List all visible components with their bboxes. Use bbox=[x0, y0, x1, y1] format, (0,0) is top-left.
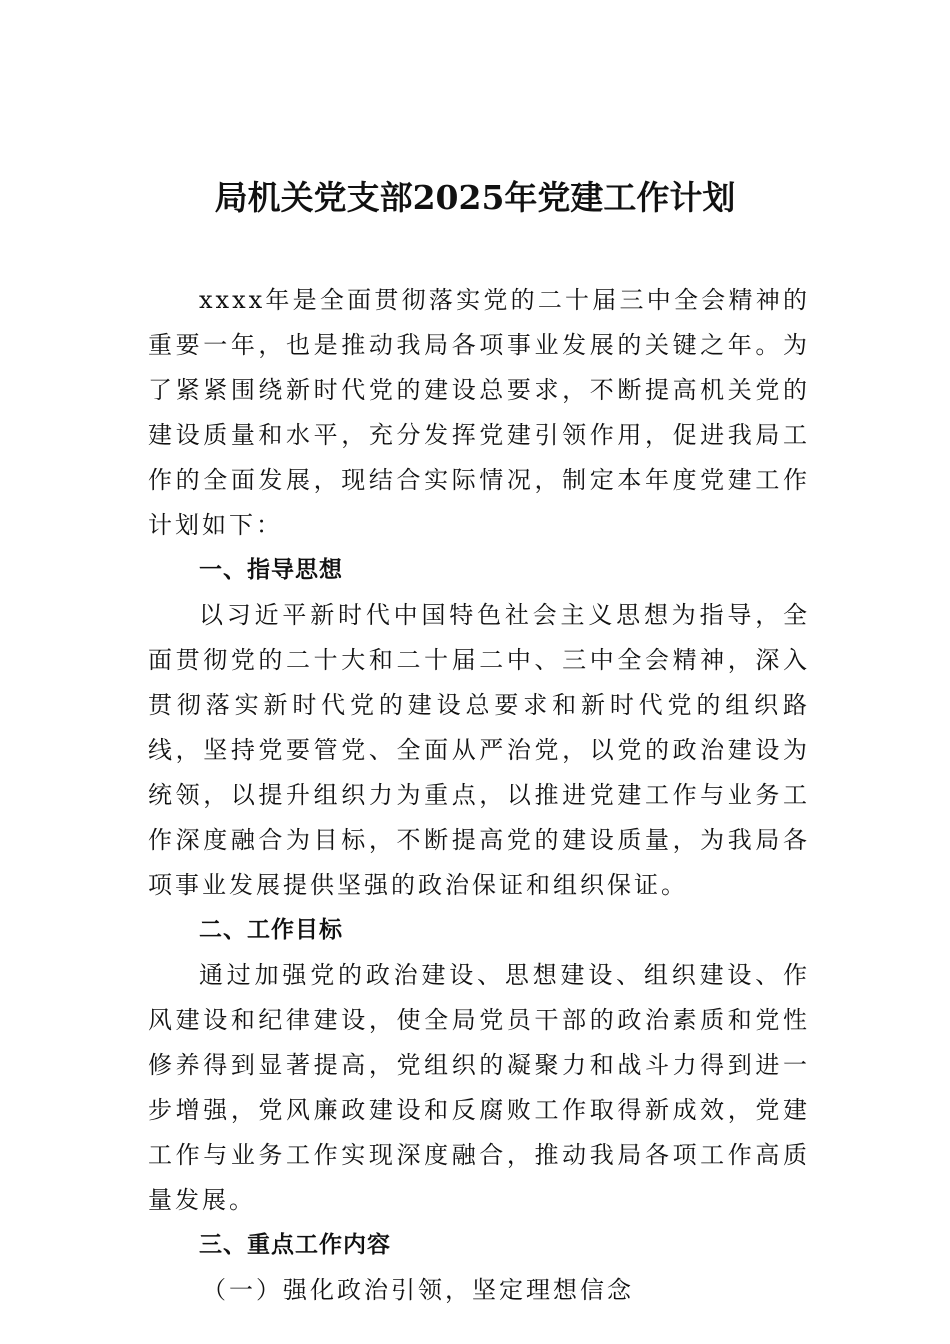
section-body-guiding-ideology: 以习近平新时代中国特色社会主义思想为指导，全面贯彻党的二十大和二十届二中、三中全会精神，深入贯彻落实新时代党的建设总要求和新时代党的组织路线，坚持党要管党、全面从严治党，以党的政治建设为统领，以提升组织力为重点，以推进党建工作与业务工作深度融合为目标，不断提高党的建设质量，为我局各项事业发展提供坚强的政治保证和组织保证。 bbox=[148, 601, 810, 899]
section-heading-guiding-ideology: 一、指导思想 bbox=[199, 557, 343, 583]
section-body-work-goals: 通过加强党的政治建设、思想建设、组织建设、作风建设和纪律建设，使全局党员干部的政治素质和党性修养得到显著提高，党组织的凝聚力和战斗力得到进一步增强，党风廉政建设和反腐败工作取得新成效，党建工作与业务工作实现深度融合，推动我局各项工作高质量发展。 bbox=[148, 961, 810, 1214]
section-heading-work-goals: 二、工作目标 bbox=[199, 917, 343, 943]
document-title: 局机关党支部2025年党建工作计划 bbox=[214, 178, 736, 217]
section-heading-key-work: 三、重点工作内容 bbox=[199, 1232, 391, 1258]
document-body bbox=[148, 278, 810, 1313]
subsection-heading-political-guidance: （一）强化政治引领，坚定理想信念 bbox=[202, 1276, 634, 1304]
intro-paragraph: xxxx年是全面贯彻落实党的二十届三中全会精神的重要一年，也是推动我局各项事业发展的关键之年。为了紧紧围绕新时代党的建设总要求，不断提高机关党的建设质量和水平，充分发挥党建引领作用，促进我局工作的全面发展，现结合实际情况，制定本年度党建工作计划如下： bbox=[148, 286, 810, 539]
